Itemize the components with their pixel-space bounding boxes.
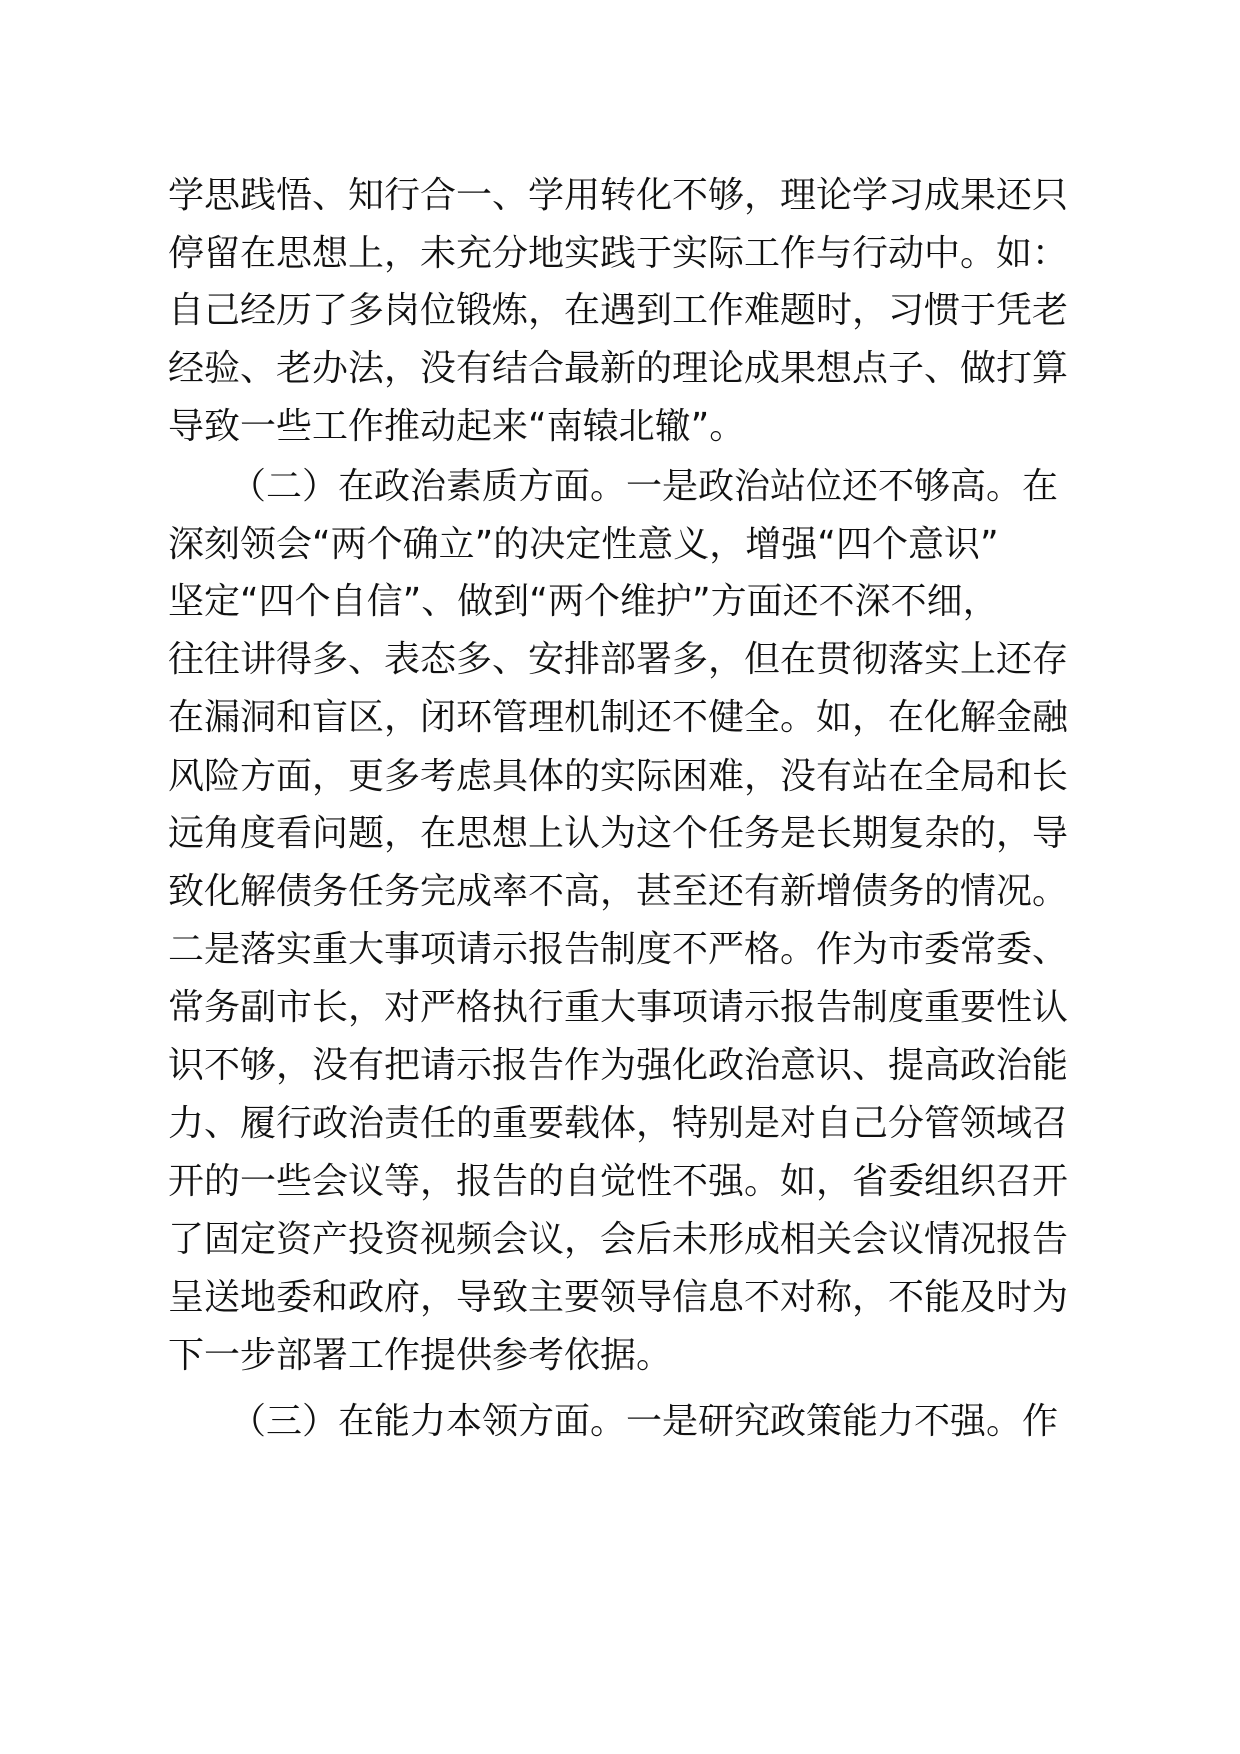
text-line-21: 下一步部署工作提供参考依据。 — [168, 1335, 673, 1376]
text-line-8: 坚定“四个自信”、做到“两个维护”方面还不深不细， — [168, 581, 999, 622]
text-line-17: 力、履行政治责任的重要载体，特别是对自己分管领域召 — [168, 1103, 1069, 1144]
text-line-11: 风险方面，更多考虑具体的实际困难，没有站在全局和长 — [168, 756, 1069, 797]
text-line-22: （三）在能力本领方面。一是研究政策能力不强。作 — [230, 1401, 1059, 1442]
text-line-15: 常务副市长，对严格执行重大事项请示报告制度重要性认 — [168, 987, 1069, 1028]
text-line-16: 识不够，没有把请示报告作为强化政治意识、提高政治能 — [168, 1045, 1069, 1086]
text-line-13: 致化解债务任务完成率不高，甚至还有新增债务的情况。 — [168, 871, 1069, 912]
text-line-18: 开的一些会议等，报告的自觉性不强。如，省委组织召开 — [168, 1161, 1069, 1202]
text-line-2: 停留在思想上，未充分地实践于实际工作与行动中。如： — [168, 233, 1069, 274]
text-line-5: 导致一些工作推动起来“南辕北辙”。 — [168, 406, 746, 447]
text-line-20: 呈送地委和政府，导致主要领导信息不对称，不能及时为 — [168, 1277, 1069, 1318]
text-line-10: 在漏洞和盲区，闭环管理机制还不健全。如，在化解金融 — [168, 697, 1069, 738]
text-line-7: 深刻领会“两个确立”的决定性意义，增强“四个意识” — [168, 524, 999, 565]
text-line-19: 了固定资产投资视频会议，会后未形成相关会议情况报告 — [168, 1219, 1069, 1260]
text-line-6: （二）在政治素质方面。一是政治站位还不够高。在 — [230, 466, 1059, 507]
text-line-12: 远角度看问题，在思想上认为这个任务是长期复杂的，导 — [168, 813, 1069, 854]
text-line-4: 经验、老办法，没有结合最新的理论成果想点子、做打算 — [168, 348, 1069, 389]
text-line-1: 学思践悟、知行合一、学用转化不够，理论学习成果还只 — [168, 175, 1069, 216]
text-line-3: 自己经历了多岗位锻炼，在遇到工作难题时，习惯于凭老 — [168, 290, 1069, 331]
text-line-9: 往往讲得多、表态多、安排部署多，但在贯彻落实上还存 — [168, 639, 1069, 680]
text-line-14: 二是落实重大事项请示报告制度不严格。作为市委常委、 — [168, 929, 1069, 970]
